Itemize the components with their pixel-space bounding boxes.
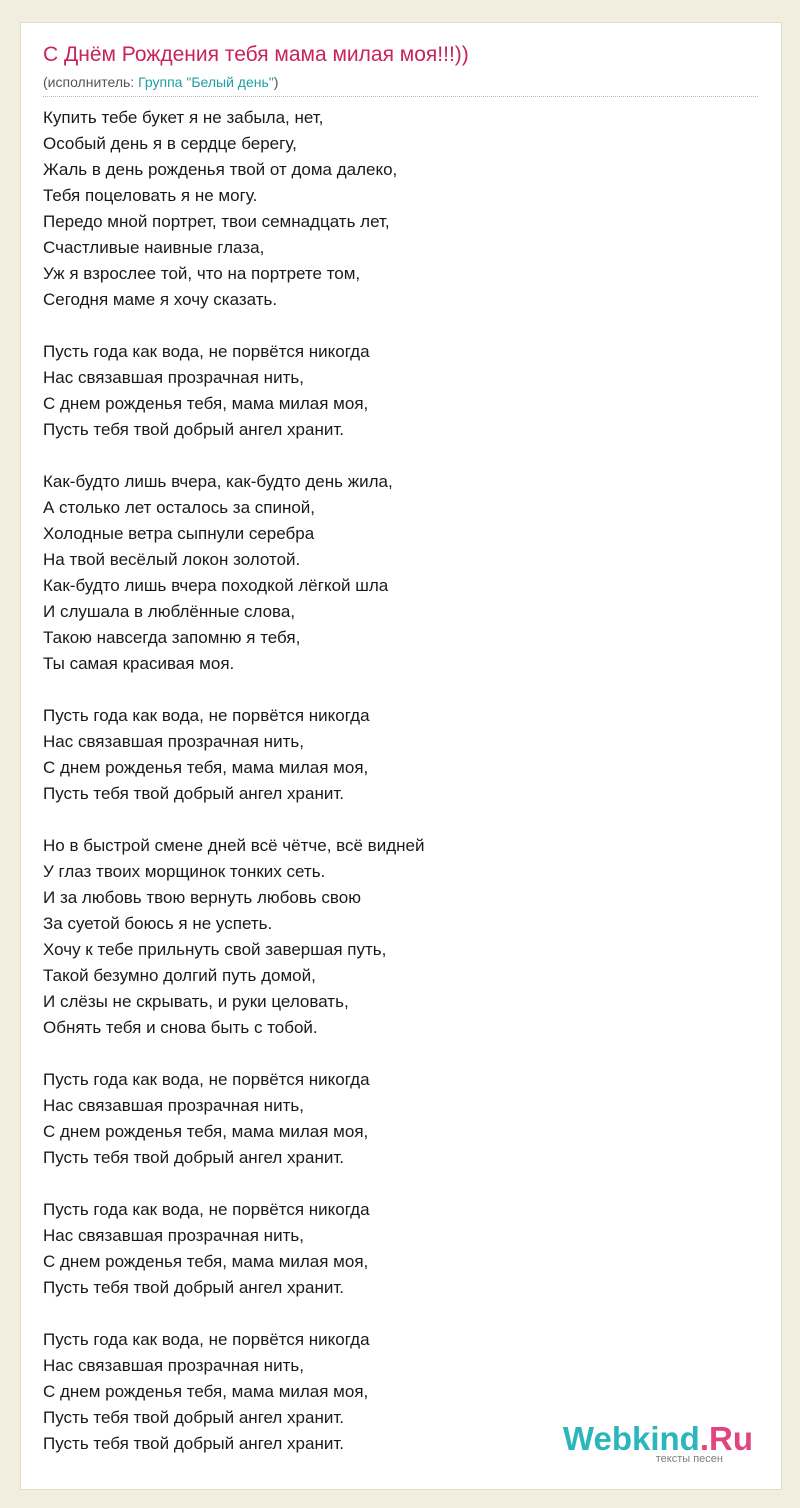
lyric-line: Такой безумно долгий путь домой,	[43, 966, 316, 985]
lyric-line: Жаль в день рожденья твой от дома далеко,	[43, 160, 398, 179]
lyric-line: С днем рожденья тебя, мама милая моя,	[43, 1382, 369, 1401]
lyric-line: Тебя поцеловать я не могу.	[43, 186, 258, 205]
lyric-line: С днем рожденья тебя, мама милая моя,	[43, 758, 369, 777]
lyric-line: Пусть тебя твой добрый ангел хранит.	[43, 1434, 344, 1453]
lyric-line: Уж я взрослее той, что на портрете том,	[43, 264, 361, 283]
lyric-line: Сегодня маме я хочу сказать.	[43, 290, 278, 309]
lyric-line: А столько лет осталось за спиной,	[43, 498, 316, 517]
lyric-line: Пусть тебя твой добрый ангел хранит.	[43, 1148, 344, 1167]
lyric-line: С днем рожденья тебя, мама милая моя,	[43, 1122, 369, 1141]
lyrics-stanza	[43, 1197, 758, 1301]
lyric-line: Пусть года как вода, не порвётся никогда	[43, 706, 370, 725]
lyric-line: Пусть тебя твой добрый ангел хранит.	[43, 1408, 344, 1427]
lyric-line: И за любовь твою вернуть любовь свою	[43, 888, 361, 907]
lyrics-stanza	[43, 1067, 758, 1171]
artist-suffix: )	[273, 74, 279, 90]
lyric-line: За суетой боюсь я не успеть.	[43, 914, 273, 933]
lyric-line: Нас связавшая прозрачная нить,	[43, 732, 304, 751]
song-title: С Днём Рождения тебя мама милая моя!!!))	[43, 43, 469, 66]
lyric-line: Пусть тебя твой добрый ангел хранит.	[43, 784, 344, 803]
lyric-line: С днем рожденья тебя, мама милая моя,	[43, 394, 369, 413]
lyric-line: Обнять тебя и снова быть с тобой.	[43, 1018, 318, 1037]
lyric-line: С днем рожденья тебя, мама милая моя,	[43, 1252, 369, 1271]
title-divider	[43, 96, 758, 97]
lyric-line: Нас связавшая прозрачная нить,	[43, 1226, 304, 1245]
lyric-line: И слушала в люблённые слова,	[43, 602, 296, 621]
lyrics-card	[20, 22, 782, 1490]
lyric-line: На твой весёлый локон золотой.	[43, 550, 301, 569]
artist-link[interactable]: Группа "Белый день"	[138, 74, 274, 90]
lyrics-stanza	[43, 833, 758, 1041]
lyric-line: Пусть тебя твой добрый ангел хранит.	[43, 420, 344, 439]
lyric-line: Передо мной портрет, твои семнадцать лет,	[43, 212, 390, 231]
lyric-line: Пусть года как вода, не порвётся никогда	[43, 1330, 370, 1349]
logo-tagline: тексты песен	[655, 1453, 723, 1465]
lyric-line: Как-будто лишь вчера походкой лёгкой шла	[43, 576, 389, 595]
lyric-line: Пусть тебя твой добрый ангел хранит.	[43, 1278, 344, 1297]
lyrics-stanza	[43, 105, 758, 313]
lyrics-body	[43, 105, 758, 1483]
site-logo[interactable]	[562, 1420, 753, 1465]
artist-line	[43, 74, 278, 90]
lyric-line: Ты самая красивая моя.	[43, 654, 235, 673]
lyric-line: У глаз твоих морщинок тонких сеть.	[43, 862, 326, 881]
lyric-line: Нас связавшая прозрачная нить,	[43, 368, 304, 387]
logo-name: Webkind	[562, 1420, 700, 1457]
lyric-line: Такою навсегда запомню я тебя,	[43, 628, 301, 647]
lyrics-stanza	[43, 703, 758, 807]
lyric-line: И слёзы не скрывать, и руки целовать,	[43, 992, 349, 1011]
lyric-line: Хочу к тебе прильнуть свой завершая путь,	[43, 940, 387, 959]
logo-domain: .Ru	[699, 1420, 753, 1457]
lyrics-stanza	[43, 339, 758, 443]
lyric-line: Но в быстрой смене дней всё чётче, всё видней	[43, 836, 425, 855]
lyric-line: Особый день я в сердце берегу,	[43, 134, 297, 153]
lyric-line: Пусть года как вода, не порвётся никогда	[43, 1070, 370, 1089]
lyric-line: Пусть года как вода, не порвётся никогда	[43, 342, 370, 361]
lyrics-stanza	[43, 469, 758, 677]
lyric-line: Купить тебе букет я не забыла, нет,	[43, 108, 324, 127]
lyric-line: Как-будто лишь вчера, как-будто день жила,	[43, 472, 393, 491]
lyric-line: Холодные ветра сыпнули серебра	[43, 524, 315, 543]
lyric-line: Нас связавшая прозрачная нить,	[43, 1096, 304, 1115]
lyric-line: Пусть года как вода, не порвётся никогда	[43, 1200, 370, 1219]
logo-wordmark	[562, 1420, 753, 1457]
artist-prefix: (исполнитель:	[43, 74, 139, 90]
lyric-line: Счастливые наивные глаза,	[43, 238, 265, 257]
lyric-line: Нас связавшая прозрачная нить,	[43, 1356, 304, 1375]
